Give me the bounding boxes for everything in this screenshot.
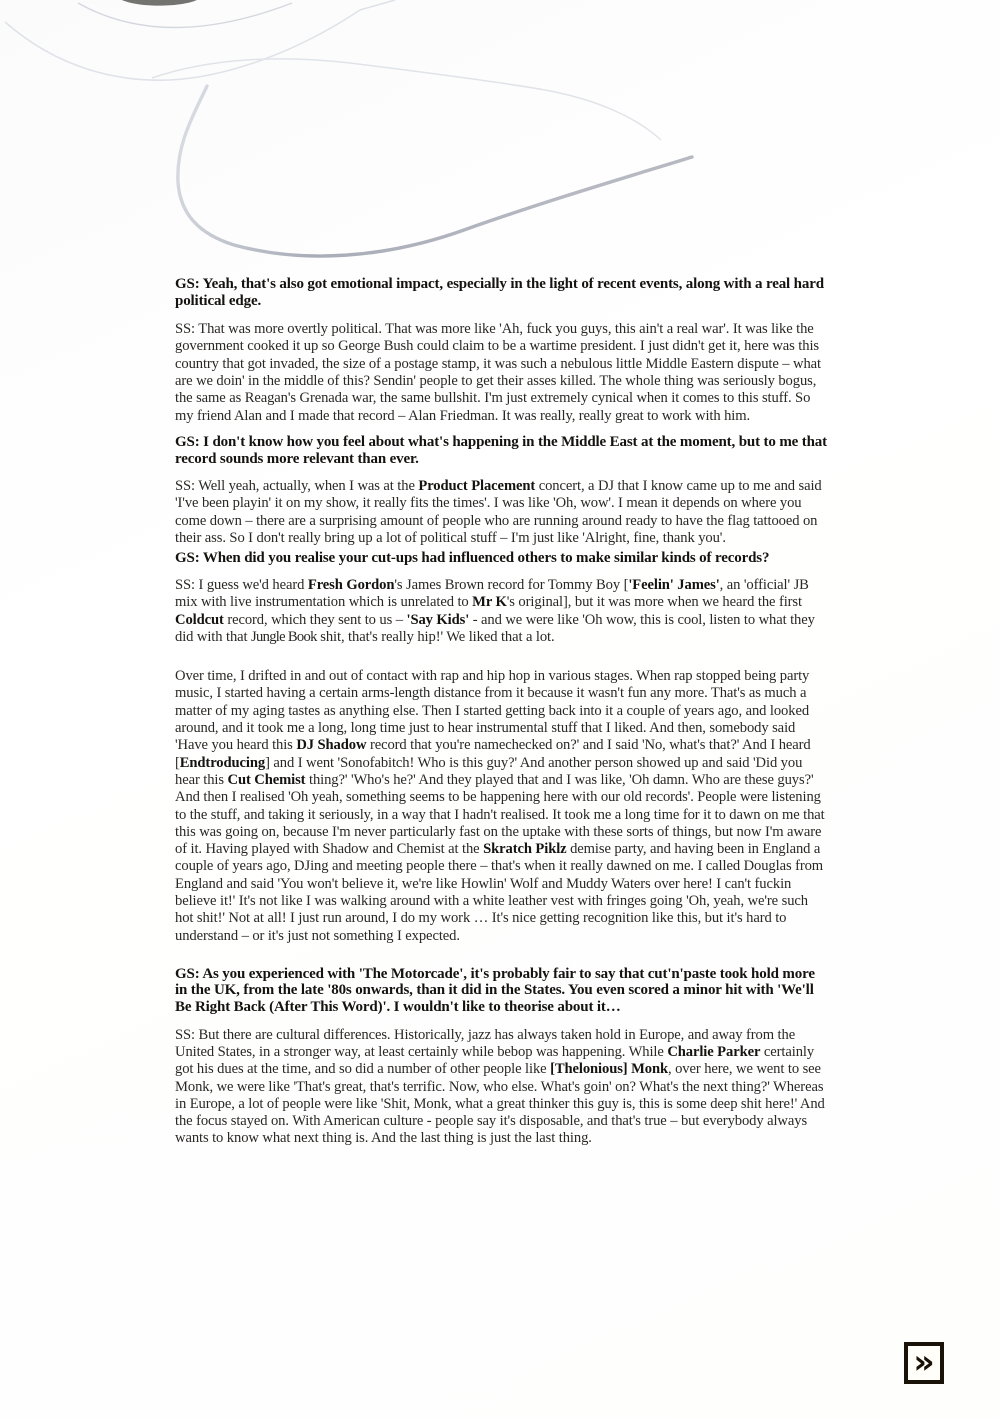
text-segment: , over here, we went to see Monk, we were like 'That's great, that's terrific. Now, who else. What's goin' on? What's the next thing?' Whereas in Europe, a lot of people were like 'Shit, Monk, what a great thinker this guy is, this is some deep shit here!' And the focus stayed on. With American culture - people say it's disposable, and that's true – but everybody always wants to know what next thing is. And the last thing is just the last thing.	[175, 1061, 825, 1147]
emphasized-name: Skratch Piklz	[483, 841, 567, 858]
next-page-button[interactable]	[904, 1342, 944, 1384]
emphasized-name: Product Placement	[418, 478, 536, 495]
text-segment: 's original], but it was more when we heard the first	[506, 594, 802, 611]
text-segment: SS: That was more overtly political. That was more like 'Ah, fuck you guys, this ain't a real war'. It was like the government cooked it up so George Bush could claim to be a wartime president. I just didn't get it, here was this country that got invaded, the size of a postage stamp, it was such a nebulous little Middle Eastern dispute – what are we doin' in the middle of this? Sendin' people to get their asses killed. The whole thing was seriously bogus, the same as Reagan's Grenada war, the same bullshit. I'm just extremely cynical when it comes to this stuff. So my friend Alan and I made that record – Alan Friedman. It was really, really great to work with him.	[175, 321, 821, 424]
article-body	[175, 276, 829, 1148]
text-segment: thing?' 'Who's he?' And they played that and I was like, 'Oh damn. Who are these guys?' And then I realised 'Oh yeah, something seems to be happening here with our old records'. People were listening to the stuff, and taking it seriously, in a way that I hadn't realised. It took me a long time for it to dawn on me that this was going on, because I'm never particularly fast on the uptake with these sorts of things, but now I'm aware of it. Having played with Shadow and Chemist at the	[175, 771, 825, 858]
text-segment: concert, a DJ that I know came up to me and said 'I've been playin' it on my show, it really fits the times'. I was like 'Oh, wow'. I mean it depends on where you come down – there are a surprising amount of people who are running around ready to have the flag tattooed on their ass. So I don't really bring up a lot of political stuff – I'm just like 'Alright, fine, thank you'.	[175, 478, 822, 547]
text-segment: demise party, and having been in England a couple of years ago, DJing and meeting people there – that's when it really dawned on me. I called Douglas from England and said 'You won't believe it, we're like Howlin' Wolf and Muddy Waters over here! I can't fuckin believe it!' It's not like I was walking around with a white leather vest with fringes going 'Oh, yeah, we're such hot shit!' Not at all! I just run around, I do my work … It's nice getting recognition like this, but it's hard to understand – or it's just not something I expected.	[175, 841, 824, 944]
text-segment: record, which they sent to us –	[223, 611, 407, 628]
interview-question	[175, 550, 829, 567]
text-segment: GS: As you experienced with 'The Motorcade', it's probably fair to say that cut'n'paste took hold more in the UK, from the late '80s onwards, than it did in the States. You even scored a minor hit with 'We'll Be Right Back (After This Word)'. I wouldn't like to theorise about it…	[175, 965, 815, 1016]
decorative-swirl-graphic	[0, 0, 760, 270]
text-segment: , an 'official' JB mix with live instrumentation which is unrelated to	[175, 576, 809, 611]
text-segment: certainly got his dues at the time, and so did a number of other people like	[175, 1043, 815, 1078]
emphasized-name: DJ Shadow	[296, 737, 367, 754]
emphasized-name: 'Say Kids'	[406, 611, 470, 628]
text-segment: SS: But there are cultural differences. Historically, jazz has always taken hold in Europe, and away from the United States, in a stronger way, at least certainly while bebop was happening. While	[175, 1026, 796, 1060]
text-segment: Jungle Book	[251, 628, 317, 645]
text-segment: GS: Yeah, that's also got emotional impact, especially in the light of recent events, along with a real hard political edge.	[175, 276, 824, 309]
emphasized-name: Mr K	[472, 594, 507, 611]
emphasized-name: Coldcut	[175, 611, 224, 628]
interview-question	[175, 434, 829, 467]
emphasized-name: 'Feelin' James'	[628, 576, 720, 593]
interview-question	[175, 966, 829, 1016]
interview-answer-paragraph	[175, 321, 829, 425]
emphasized-name: Fresh Gordon	[307, 576, 395, 593]
text-segment: - and we were like 'Oh wow, this is cool, listen to what they did with that	[175, 611, 815, 645]
double-chevron-right-icon: »	[913, 1341, 935, 1381]
emphasized-name: [Thelonious] Monk	[550, 1061, 669, 1078]
interview-answer-paragraph	[175, 1027, 829, 1148]
emphasized-name: Endtroducing	[179, 754, 266, 771]
text-segment: record that you're namechecked on?' and I said 'No, what's that?' And I heard [	[175, 737, 811, 771]
text-segment: GS: When did you realise your cut-ups had influenced others to make similar kinds of records?	[175, 550, 770, 567]
emphasized-name: Charlie Parker	[667, 1043, 761, 1060]
text-segment: SS: I guess we'd heard	[175, 576, 308, 593]
text-segment: 's James Brown record for Tommy Boy [	[394, 576, 629, 593]
interview-answer-paragraph	[175, 577, 829, 646]
text-segment: ] and I went 'Sonofabitch! Who is this guy?' And another person showed up and said 'Did you hear this	[175, 754, 803, 788]
interview-article	[175, 276, 829, 1148]
emphasized-name: Cut Chemist	[227, 771, 306, 788]
interview-question	[175, 276, 829, 309]
text-segment: Over time, I drifted in and out of contact with rap and hip hop in various stages. When rap stopped being party music, I started having a certain arms-length distance from it because it wasn't fun any more. That's as much a matter of my aging tastes as anything else. Then I started getting back into it a couple of years ago, and looked around, and it took me a long, long time just to hear instrumental stuff that I liked. And then, somebody said 'Have you heard this	[175, 668, 810, 754]
text-segment: SS: Well yeah, actually, when I was at the	[175, 478, 419, 495]
text-segment: shit, that's really hip!' We liked that a lot.	[316, 628, 555, 645]
interview-answer-paragraph	[175, 478, 829, 547]
text-segment: GS: I don't know how you feel about what's happening in the Middle East at the moment, but to me that record sounds more relevant than ever.	[175, 433, 828, 467]
interview-answer-paragraph	[175, 668, 829, 945]
